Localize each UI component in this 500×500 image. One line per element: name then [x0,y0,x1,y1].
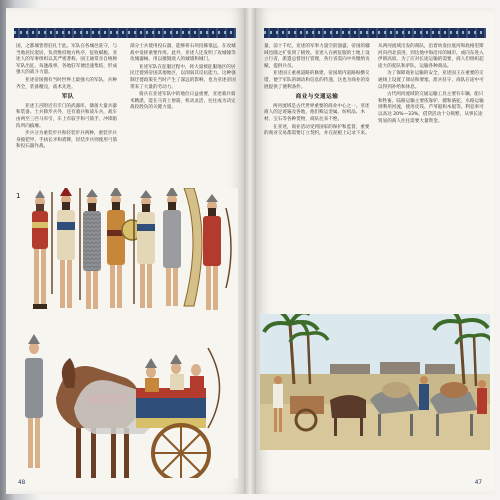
paragraph: 两河流域是古代世界重要的商业中心之一。亚述商人的足迹遍及各地，他们贩运金属、纺织品、木材、宝石等各种货物，商队往来不绝。 [264,103,370,122]
paragraph: 亚述帝国拥有当时世界上最强大的军队，兵种齐全，装备精良，战术先进。 [16,77,117,90]
right-column-1 [264,44,370,139]
page-number: 47 [474,479,482,486]
paragraph: 亚述王宫附近有专门的武器库，储备大量兵器和装备。士兵除步兵外，还有骑兵和战车兵，战车由两至三匹马牵引，车上有驭手和弓箭手，冲锋陷阵所向披靡。 [16,103,118,129]
caravan-drawing [260,314,490,450]
decorative-header-band [14,28,236,38]
section-heading-military: 军队 [61,94,75,101]
paragraph: 亚述军队在征服过程中，将大量被征服地区的居民迁徙到帝国其他地区，以削弱其反抗能力。这种强制迁徙政策在当时产生了深远的影响，也为亚述帝国带来了大量的劳动力。 [130,64,236,90]
left-column-2 [130,44,236,113]
left-page [6,8,244,494]
assyrian-soldiers-illustration [16,188,238,478]
paragraph: 国，之都城皆曾驻扎于此。军队在各城邑驻守，与当地居民混居，负责维持地方秩序，征收赋税。亚述人的军事组织以其严密著称，国王通常亲自统帅军队出征，每逢战事，各地驻军便迅速集结，形成强大的战斗力量。 [16,44,118,76]
paragraph: 在亚述，商业活动受到国家的保护和监督，重要的商业交易都需要订立契约，并在泥板上记录下来。 [264,124,370,137]
decorative-header-band [264,28,486,38]
paragraph: 亚述国王重视道路的修建，帝国境内道路纵横交错，便于军队的调动和信息的传递，这也为商业的发展提供了便利条件。 [264,71,370,90]
paragraph: 骑兵在亚述军队中的地位日益重要，亚述骑兵骑术精湛，能在马背上射箭，机动灵活，往往成为决定战役胜负的关键力量。 [130,92,236,111]
soldier-figures [32,188,231,310]
right-column-2 [378,44,486,126]
paragraph: 为了保障商业运输的安全，亚述国王在重要的交通线上设置了驿站和要塞，派兵驻守，商队在途中可以得到补给和休息。 [378,71,484,90]
figure-mark: 1 [16,192,21,200]
soldiers-and-chariot-drawing [16,188,238,478]
page-number: 48 [18,479,26,486]
section-heading-trade: 商业与交通运输 [295,94,339,101]
book-gutter [244,8,256,494]
trade-caravan-illustration [260,314,490,450]
right-page [256,8,494,494]
paragraph: 从两河流域出发的商队，沿着幼发拉底河和底格里斯河向西北前进，到达地中海沿岸的城市，或向东进入伊朗高原。为了应对长途运输的需要，商人们组织起庞大的驼队和驴队，运输各种商品。 [378,44,484,69]
left-column-1 [16,44,120,152]
paragraph: 古代两河流域的交通运输工具主要有车辆、船只和牲畜。陆路运输主要依靠驴、骡和骆驼，水路运输则利用河流，使用皮筏、芦苇船和木船等。利息率可以高达 20%—33%，借贷活动十分频繁，从事长途贸易的商人往往需要大量资金。 [378,92,484,124]
chariot-scene [25,334,220,478]
paragraph: 量，前十千纪，亚述的军事力量空前强盛，帝国的疆域也随之扩张到了极致。亚述人在被征服的土地上设立行省，派遣总督进行管理，各行省需向中央缴纳贡赋，提供兵员。 [264,44,370,69]
paragraph: 部分士兵使用投石器，能够将石块投掷很远，在攻城战中发挥重要作用。此外，亚述人还发明了攻城锤等攻城器械，用以摧毁敌人的城墙和城门。 [130,44,236,63]
paragraph: 步兵分为重装步兵和轻装步兵两种，重装步兵身披铠甲、手执长矛和盾牌，轻装步兵则使用弓箭和投石器作战。 [16,131,118,150]
